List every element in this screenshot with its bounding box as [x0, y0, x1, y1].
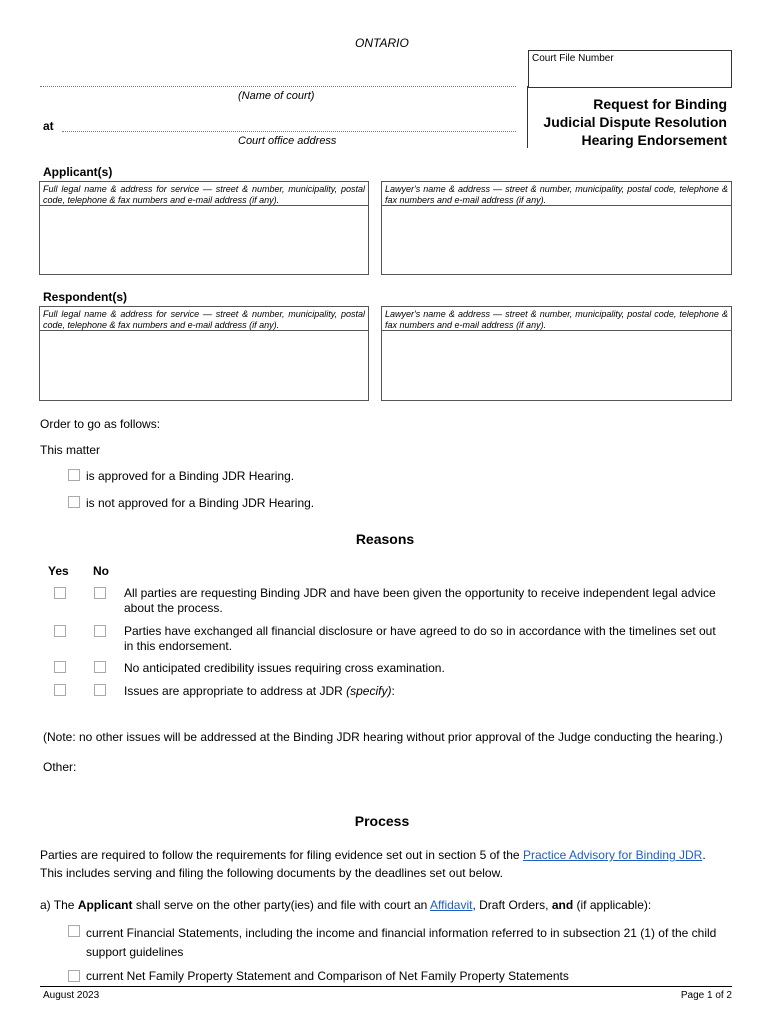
reason-text: Parties have exchanged all financial disclosure or have agreed to do so in accordance with the timelines set out in this endorsement.: [124, 624, 716, 653]
applicant-party-caption: Full legal name & address for service — street & number, municipality, postal code, telephone & fax numbers and e-mail address (if any).: [40, 182, 368, 206]
instruction-text: (if applicable):: [573, 898, 652, 912]
nfp-statement-label: current Net Family Property Statement and Comparison of Net Family Property Statements: [86, 969, 569, 983]
applicant-instruction: [40, 898, 651, 912]
form-title: [517, 95, 727, 149]
instruction-text: , Draft Orders,: [472, 898, 552, 912]
instruction-text: a) The: [40, 898, 78, 912]
court-address-field[interactable]: [62, 131, 516, 132]
reason-no-checkbox[interactable]: [94, 661, 106, 673]
process-text: Parties are required to follow the requirements for filing evidence set out in section 5 of the: [40, 848, 523, 862]
court-address-caption: Court office address: [238, 135, 337, 147]
reason-yes-checkbox[interactable]: [54, 684, 66, 696]
reason-yes-checkbox[interactable]: [54, 587, 66, 599]
court-name-caption: (Name of court): [238, 90, 315, 102]
respondents-label: Respondent(s): [43, 290, 127, 304]
and-bold: and: [551, 898, 574, 912]
form-title-line: Judicial Dispute Resolution: [543, 114, 727, 130]
footer-date: August 2023: [43, 990, 100, 1001]
court-file-number-label: Court File Number: [532, 53, 614, 64]
instruction-text: shall serve on the other party(ies) and file with court an: [132, 898, 430, 912]
reason-no-checkbox[interactable]: [94, 684, 106, 696]
reason-text-issues: [124, 684, 724, 699]
not-approved-label: is not approved for a Binding JDR Hearing.: [86, 496, 315, 510]
respondent-party-input[interactable]: [40, 331, 368, 398]
applicant-party-input[interactable]: [40, 206, 368, 272]
reason-no-checkbox[interactable]: [94, 625, 106, 637]
colon-text: :: [391, 684, 395, 698]
order-intro: Order to go as follows:: [40, 417, 161, 431]
reason-yes-checkbox[interactable]: [54, 625, 66, 637]
respondent-party-box: [39, 306, 369, 401]
practice-advisory-link[interactable]: Practice Advisory for Binding JDR: [522, 848, 703, 862]
issues-text: Issues are appropriate to address at JDR: [124, 684, 343, 698]
yes-column-label: Yes: [48, 564, 69, 578]
no-column-label: No: [93, 564, 109, 578]
approved-checkbox[interactable]: [68, 469, 80, 481]
note-text: (Note: no other issues will be addressed at the Binding JDR hearing without prior approval of the Judge conducting the hearing.): [43, 730, 723, 744]
financial-statements-checkbox[interactable]: [68, 925, 80, 937]
financial-statements-label: current Financial Statements, including the income and financial information referred to in subsection 21 (1) of the child support guidelines: [86, 926, 717, 959]
reason-text: All parties are requesting Binding JDR and have been given the opportunity to receive independent legal advice about the process.: [124, 586, 716, 615]
reason-text: No anticipated credibility issues requiring cross examination.: [124, 661, 445, 675]
not-approved-checkbox[interactable]: [68, 496, 80, 508]
applicant-lawyer-caption: Lawyer's name & address — street & number, municipality, postal code, telephone & fax numbers and e-mail address (if any).: [382, 182, 731, 206]
respondent-lawyer-input[interactable]: [382, 331, 731, 398]
applicant-party-box: [39, 181, 369, 275]
applicant-bold: Applicant: [77, 898, 133, 912]
process-paragraph: [40, 846, 720, 882]
process-heading: Process: [354, 813, 410, 829]
at-label: at: [43, 119, 54, 133]
this-matter-label: This matter: [40, 443, 101, 457]
affidavit-link[interactable]: Affidavit: [429, 898, 473, 912]
applicants-label: Applicant(s): [43, 165, 113, 179]
footer-page-number: Page 1 of 2: [680, 990, 732, 1001]
applicant-lawyer-input[interactable]: [382, 206, 731, 272]
footer-divider: [40, 986, 732, 987]
reason-no-checkbox[interactable]: [94, 587, 106, 599]
respondent-lawyer-caption: Lawyer's name & address — street & number, municipality, postal code, telephone & fax numbers and e-mail address (if any).: [382, 307, 731, 331]
reasons-heading: Reasons: [355, 531, 415, 547]
specify-text: (specify): [346, 684, 392, 698]
respondent-lawyer-box: [381, 306, 732, 401]
process-text: . This includes serving and filing the following documents by the deadlines set out below.: [40, 848, 706, 880]
approved-label: is approved for a Binding JDR Hearing.: [86, 469, 295, 483]
respondent-party-caption: Full legal name & address for service — street & number, municipality, postal code, telephone & fax numbers and e-mail address (if any).: [40, 307, 368, 331]
court-name-field[interactable]: [40, 86, 516, 87]
applicant-lawyer-box: [381, 181, 732, 275]
form-title-line: Request for Binding: [593, 96, 727, 112]
other-label: Other:: [43, 760, 77, 774]
form-title-line: Hearing Endorsement: [581, 132, 727, 148]
court-file-number-field[interactable]: [528, 50, 732, 88]
reason-yes-checkbox[interactable]: [54, 661, 66, 673]
nfp-statement-checkbox[interactable]: [68, 970, 80, 982]
province-label: ONTARIO: [355, 36, 409, 50]
